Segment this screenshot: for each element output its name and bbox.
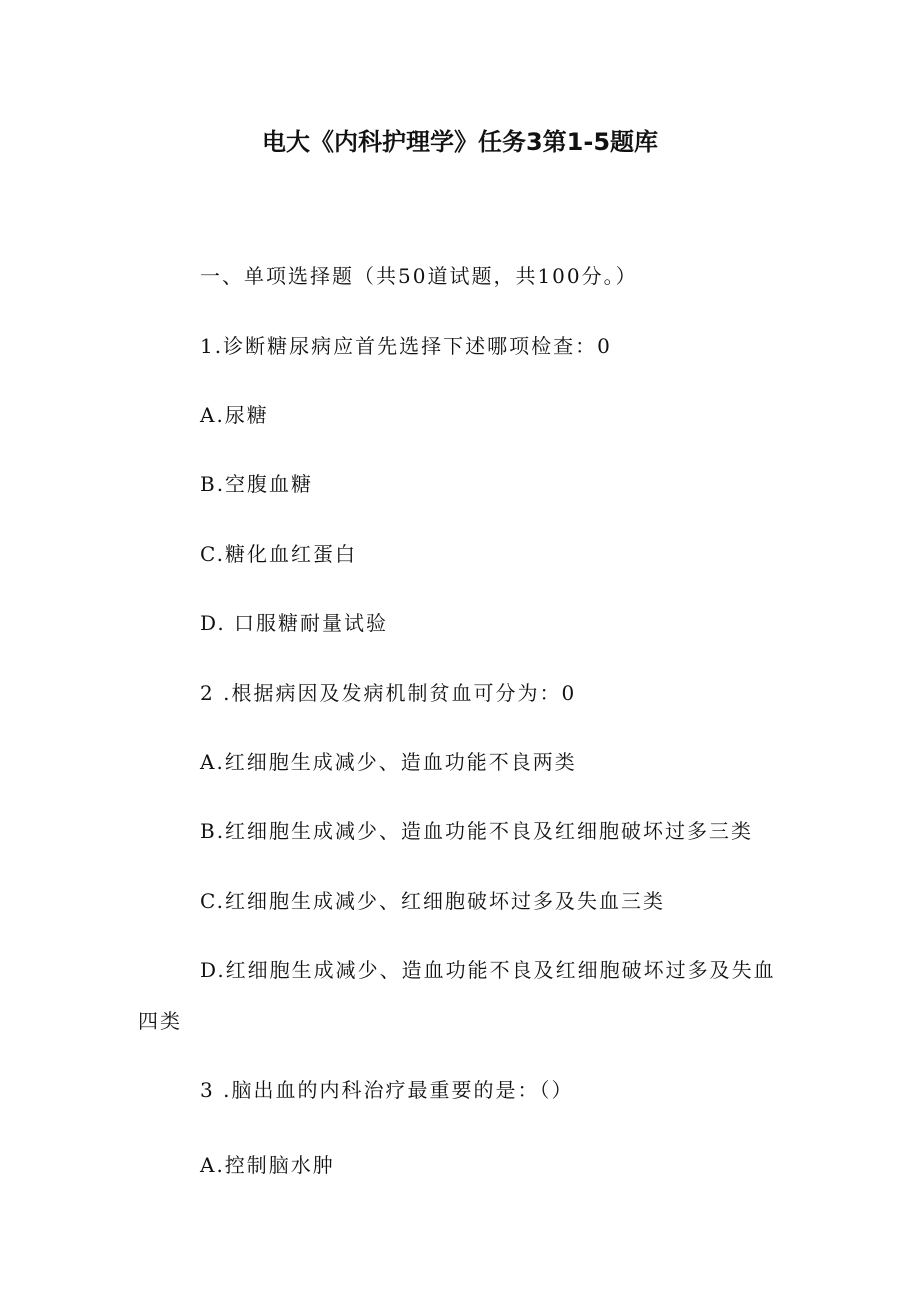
question-2-option-d-continuation: 四类 bbox=[138, 1009, 182, 1033]
section-heading: 一、单项选择题（共50道试题，共100分。） bbox=[200, 264, 638, 288]
question-2-option-c: C.红细胞生成减少、红细胞破坏过多及失血三类 bbox=[200, 889, 665, 913]
question-3-option-a: A.控制脑水肿 bbox=[200, 1153, 335, 1177]
question-3-stem: 3 .脑出血的内科治疗最重要的是：（） bbox=[200, 1078, 574, 1102]
question-1-stem: 1.诊断糖尿病应首先选择下述哪项检查：0 bbox=[200, 334, 612, 358]
question-2-option-d: D.红细胞生成减少、造血功能不良及红细胞破坏过多及失血 bbox=[200, 958, 776, 982]
question-2-option-b: B.红细胞生成减少、造血功能不良及红细胞破坏过多三类 bbox=[200, 819, 754, 843]
document-title: 电大《内科护理学》任务3第1-5题库 bbox=[261, 128, 659, 156]
question-2-option-a: A.红细胞生成减少、造血功能不良两类 bbox=[200, 750, 577, 774]
question-2-stem: 2 .根据病因及发病机制贫血可分为：0 bbox=[200, 681, 577, 705]
question-1-option-a: A.尿糖 bbox=[200, 403, 269, 427]
question-1-option-c: C.糖化血红蛋白 bbox=[200, 542, 357, 566]
question-1-option-d: D. 口服糖耐量试验 bbox=[200, 611, 389, 635]
question-1-option-b: B.空腹血糖 bbox=[200, 472, 314, 496]
